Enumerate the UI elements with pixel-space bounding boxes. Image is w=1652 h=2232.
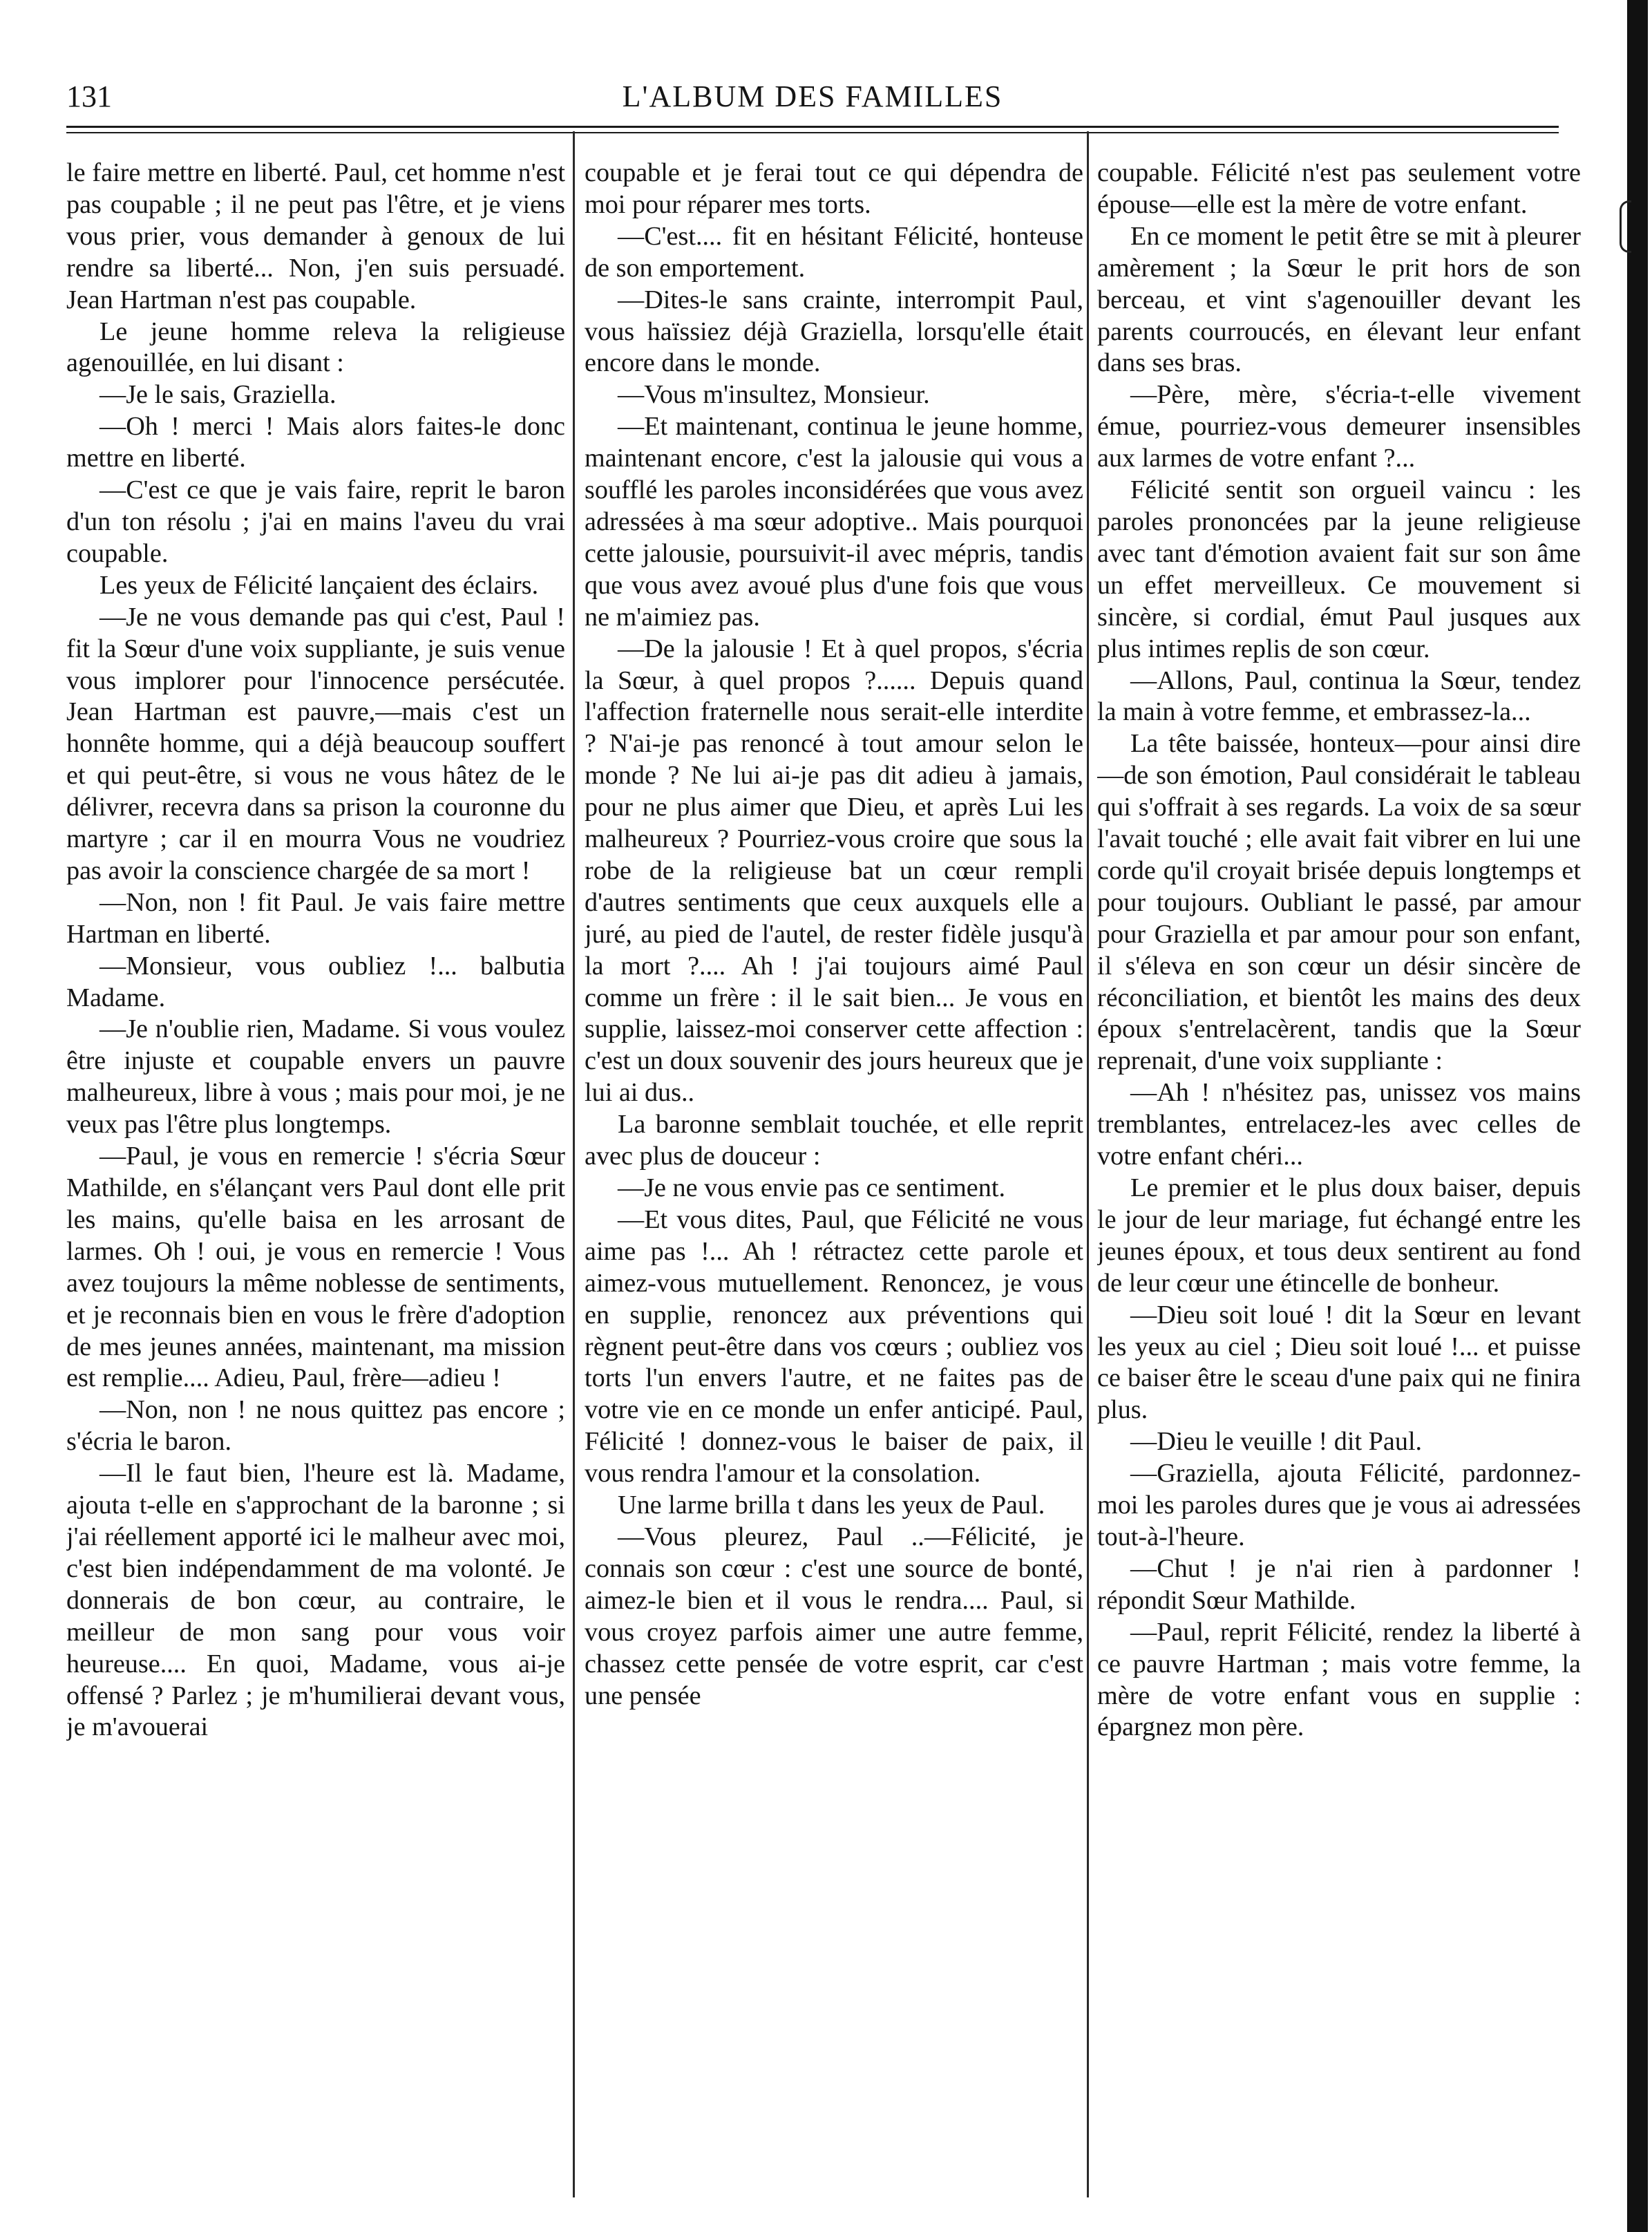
paragraph: —Dites-le sans crainte, interrompit Paul, vous haïssiez déjà Graziella, lorsqu'elle était encore dans le monde. [585, 285, 1083, 378]
paragraph: —Non, non ! ne nous quittez pas encore ; s'écria le baron. [66, 1395, 565, 1457]
paragraph: —Et maintenant, continua le jeune homme, maintenant encore, c'est la jalousie qui vous a soufflé les paroles inconsidérées que vous avez adressées à ma sœur adoptive.. Mais pourquoi cette jalousie, poursuivit-il avec mépris, tandis que vous avez avoué plus d'une fois que vous ne m'aimiez pas. [585, 412, 1083, 632]
paragraph: —Père, mère, s'écria-t-elle vivement émue, pourriez-vous demeurer insensibles aux larmes de votre enfant ?... [1097, 380, 1581, 473]
binding-mark [1620, 200, 1631, 253]
paragraph: coupable et je ferai tout ce qui dépendra de moi pour réparer mes torts. [585, 158, 1083, 219]
paragraph: —Je ne vous demande pas qui c'est, Paul ! fit la Sœur d'une voix suppliante, je suis venue vous implorer pour l'innocence persécutée. Jean Hartman est pauvre,—mais c'est un honnête homme, qui a déjà beaucoup souffert et qui peut-être, si vous ne vous hâtez de le délivrer, recevra dans sa prison la couronne du martyre ; car il en mourra Vous ne voudriez pas avoir la conscience chargée de sa mort ! [66, 602, 565, 885]
paragraph: —Monsieur, vous oubliez !... balbutia Madame. [66, 951, 565, 1012]
paragraph: —Et vous dites, Paul, que Félicité ne vous aime pas !... Ah ! rétractez cette parole et aimez-vous mutuellement. Renoncez, je vous en supplie, renoncez aux préventions qui règnent peut-être dans vos cœurs ; oubliez vos torts l'un envers l'autre, et ne faites pas de votre vie en ce monde un enfer anticipé. Paul, Félicité ! donnez-vous le baiser de paix, il vous rendra l'amour et la consolation. [585, 1204, 1083, 1488]
paragraph: Les yeux de Félicité lançaient des éclairs. [99, 570, 539, 600]
paragraph: La baronne semblait touchée, et elle reprit avec plus de douceur : [585, 1110, 1083, 1171]
column-divider [1087, 131, 1089, 2197]
paragraph: —Je le sais, Graziella. [99, 380, 336, 410]
paragraph: le faire mettre en liberté. Paul, cet homme n'est pas coupable ; il ne peut pas l'être, et je viens vous prier, vous demander à genoux de lui rendre sa liberté... Non, j'en suis persuadé. Jean Hartman n'est pas coupable. [66, 158, 565, 314]
paragraph: —Vous m'insultez, Monsieur. [618, 380, 930, 410]
page-number: 131 [66, 79, 112, 113]
paragraph: Une larme brilla t dans les yeux de Paul. [618, 1491, 1045, 1520]
paragraph: Le jeune homme releva la religieuse agenouillée, en lui disant : [66, 316, 565, 378]
paragraph: —Je n'oublie rien, Madame. Si vous voulez être injuste et coupable envers un pauvre malheureux, libre à vous ; mais pour moi, je ne veux pas l'être plus longtemps. [66, 1014, 565, 1139]
text-column-1 [66, 158, 565, 2189]
paragraph: Le premier et le plus doux baiser, depuis le jour de leur mariage, fut échangé entre les jeunes époux, et tous deux sentirent au fond de leur cœur une étincelle de bonheur. [1097, 1173, 1581, 1298]
paragraph: —Allons, Paul, continua la Sœur, tendez la main à votre femme, et embrassez-la... [1097, 665, 1581, 727]
paragraph: —Vous pleurez, Paul ..—Félicité, je connais son cœur : c'est une source de bonté, aimez-le bien et il vous le rendra.... Paul, si vous croyez parfois aimer une autre femme, chassez cette pensée de votre esprit, car c'est une pensée [585, 1522, 1083, 1710]
paragraph: —Chut ! je n'ai rien à pardonner ! répondit Sœur Mathilde. [1097, 1553, 1581, 1615]
paragraph: —Il le faut bien, l'heure est là. Madame, ajouta t-elle en s'approchant de la baronne ; si j'ai réellement apporté ici le malheur avec moi, c'est bien indépendamment de ma volonté. Je donnerais de bon cœur, au contraire, le meilleur de mon sang pour vous voir heureuse.... En quoi, Madame, vous ai-je offensé ? Parlez ; je m'humilierai devant vous, je m'avouerai [66, 1459, 565, 1742]
paragraph: —Paul, je vous en remercie ! s'écria Sœur Mathilde, en s'élançant vers Paul dont elle prit les mains, qu'elle baisa en les arrosant de larmes. Oh ! oui, je vous en remercie ! Vous avez toujours la même noblesse de sentiments, et je reconnais bien en vous le frère d'adoption de mes jeunes années, maintenant, ma mission est remplie.... Adieu, Paul, frère—adieu ! [66, 1142, 565, 1393]
paragraph: —Non, non ! fit Paul. Je vais faire mettre Hartman en liberté. [66, 887, 565, 949]
paragraph: Félicité sentit son orgueil vaincu : les paroles prononcées par la jeune religieuse avec tant d'émotion avaient fait sur son âme un effet merveilleux. Ce mouvement si sincère, si cordial, émut Paul jusques aux plus intimes replis de son cœur. [1097, 475, 1581, 663]
page-edge-shadow [1627, 0, 1648, 2232]
paragraph: En ce moment le petit être se mit à pleurer amèrement ; la Sœur le prit hors de son berceau, et vint s'agenouiller devant les parents courroucés, en élevant leur enfant dans ses bras. [1097, 221, 1581, 378]
paragraph: —Je ne vous envie pas ce sentiment. [618, 1173, 1005, 1202]
paragraph: —Dieu le veuille ! dit Paul. [1130, 1427, 1423, 1457]
paragraph: coupable. Félicité n'est pas seulement votre épouse—elle est la mère de votre enfant. [1097, 158, 1581, 219]
column-divider [573, 131, 575, 2197]
paragraph: —Graziella, ajouta Félicité, pardonnez-moi les paroles dures que je vous ai adressées tout-à-l'heure. [1097, 1459, 1581, 1551]
paragraph: La tête baissée, honteux—pour ainsi dire—de son émotion, Paul considérait le tableau qui s'offrait à ses regards. La voix de sa sœur l'avait touché ; elle avait fait vibrer en lui une corde qu'il croyait brisée depuis longtemps et pour toujours. Oubliant le passé, par amour pour Graziella et par amour pour son enfant, il s'éleva en son cœur un désir sincère de réconciliation, et bientôt les mains des deux époux s'entrelacèrent, tandis que la Sœur reprenait, d'une voix suppliante : [1097, 729, 1581, 1076]
text-column-2 [585, 158, 1083, 2189]
running-title: L'ALBUM DES FAMILLES [622, 79, 1003, 113]
paragraph: —C'est.... fit en hésitant Félicité, honteuse de son emportement. [585, 221, 1083, 283]
paragraph: —Paul, reprit Félicité, rendez la liberté à ce pauvre Hartman ; mais votre femme, la mère de votre enfant vous en supplie : épargnez mon père. [1097, 1617, 1581, 1742]
paragraph: —Dieu soit loué ! dit la Sœur en levant les yeux au ciel ; Dieu soit loué !... et puisse ce baiser être le sceau d'une paix qui ne finira plus. [1097, 1300, 1581, 1425]
paragraph: —Ah ! n'hésitez pas, unissez vos mains tremblantes, entrelacez-les avec celles de votre enfant chéri... [1097, 1078, 1581, 1171]
text-column-3 [1097, 158, 1581, 2189]
page-header [66, 76, 1559, 117]
paragraph: —C'est ce que je vais faire, reprit le baron d'un ton résolu ; j'ai en mains l'aveu du vrai coupable. [66, 475, 565, 568]
paragraph: —Oh ! merci ! Mais alors faites-le donc mettre en liberté. [66, 412, 565, 473]
paragraph: —De la jalousie ! Et à quel propos, s'écria la Sœur, à quel propos ?...... Depuis quand l'affection fraternelle nous serait-elle interdite ? N'ai-je pas renoncé à tout amour selon le monde ? Ne lui ai-je pas dit adieu à jamais, pour ne plus aimer que Dieu, et après Lui les malheureux ? Pourriez-vous croire que sous la robe de la religieuse bat un cœur rempli d'autres sentiments que ceux auxquels elle a juré, au pied de l'autel, de rester fidèle jusqu'à la mort ?.... Ah ! j'ai toujours aimé Paul comme un frère : il le sait bien... Je vous en supplie, laissez-moi conserver cette affection : c'est un doux souvenir des jours heureux que je lui ai dus.. [585, 634, 1083, 1108]
header-rule [66, 126, 1559, 133]
